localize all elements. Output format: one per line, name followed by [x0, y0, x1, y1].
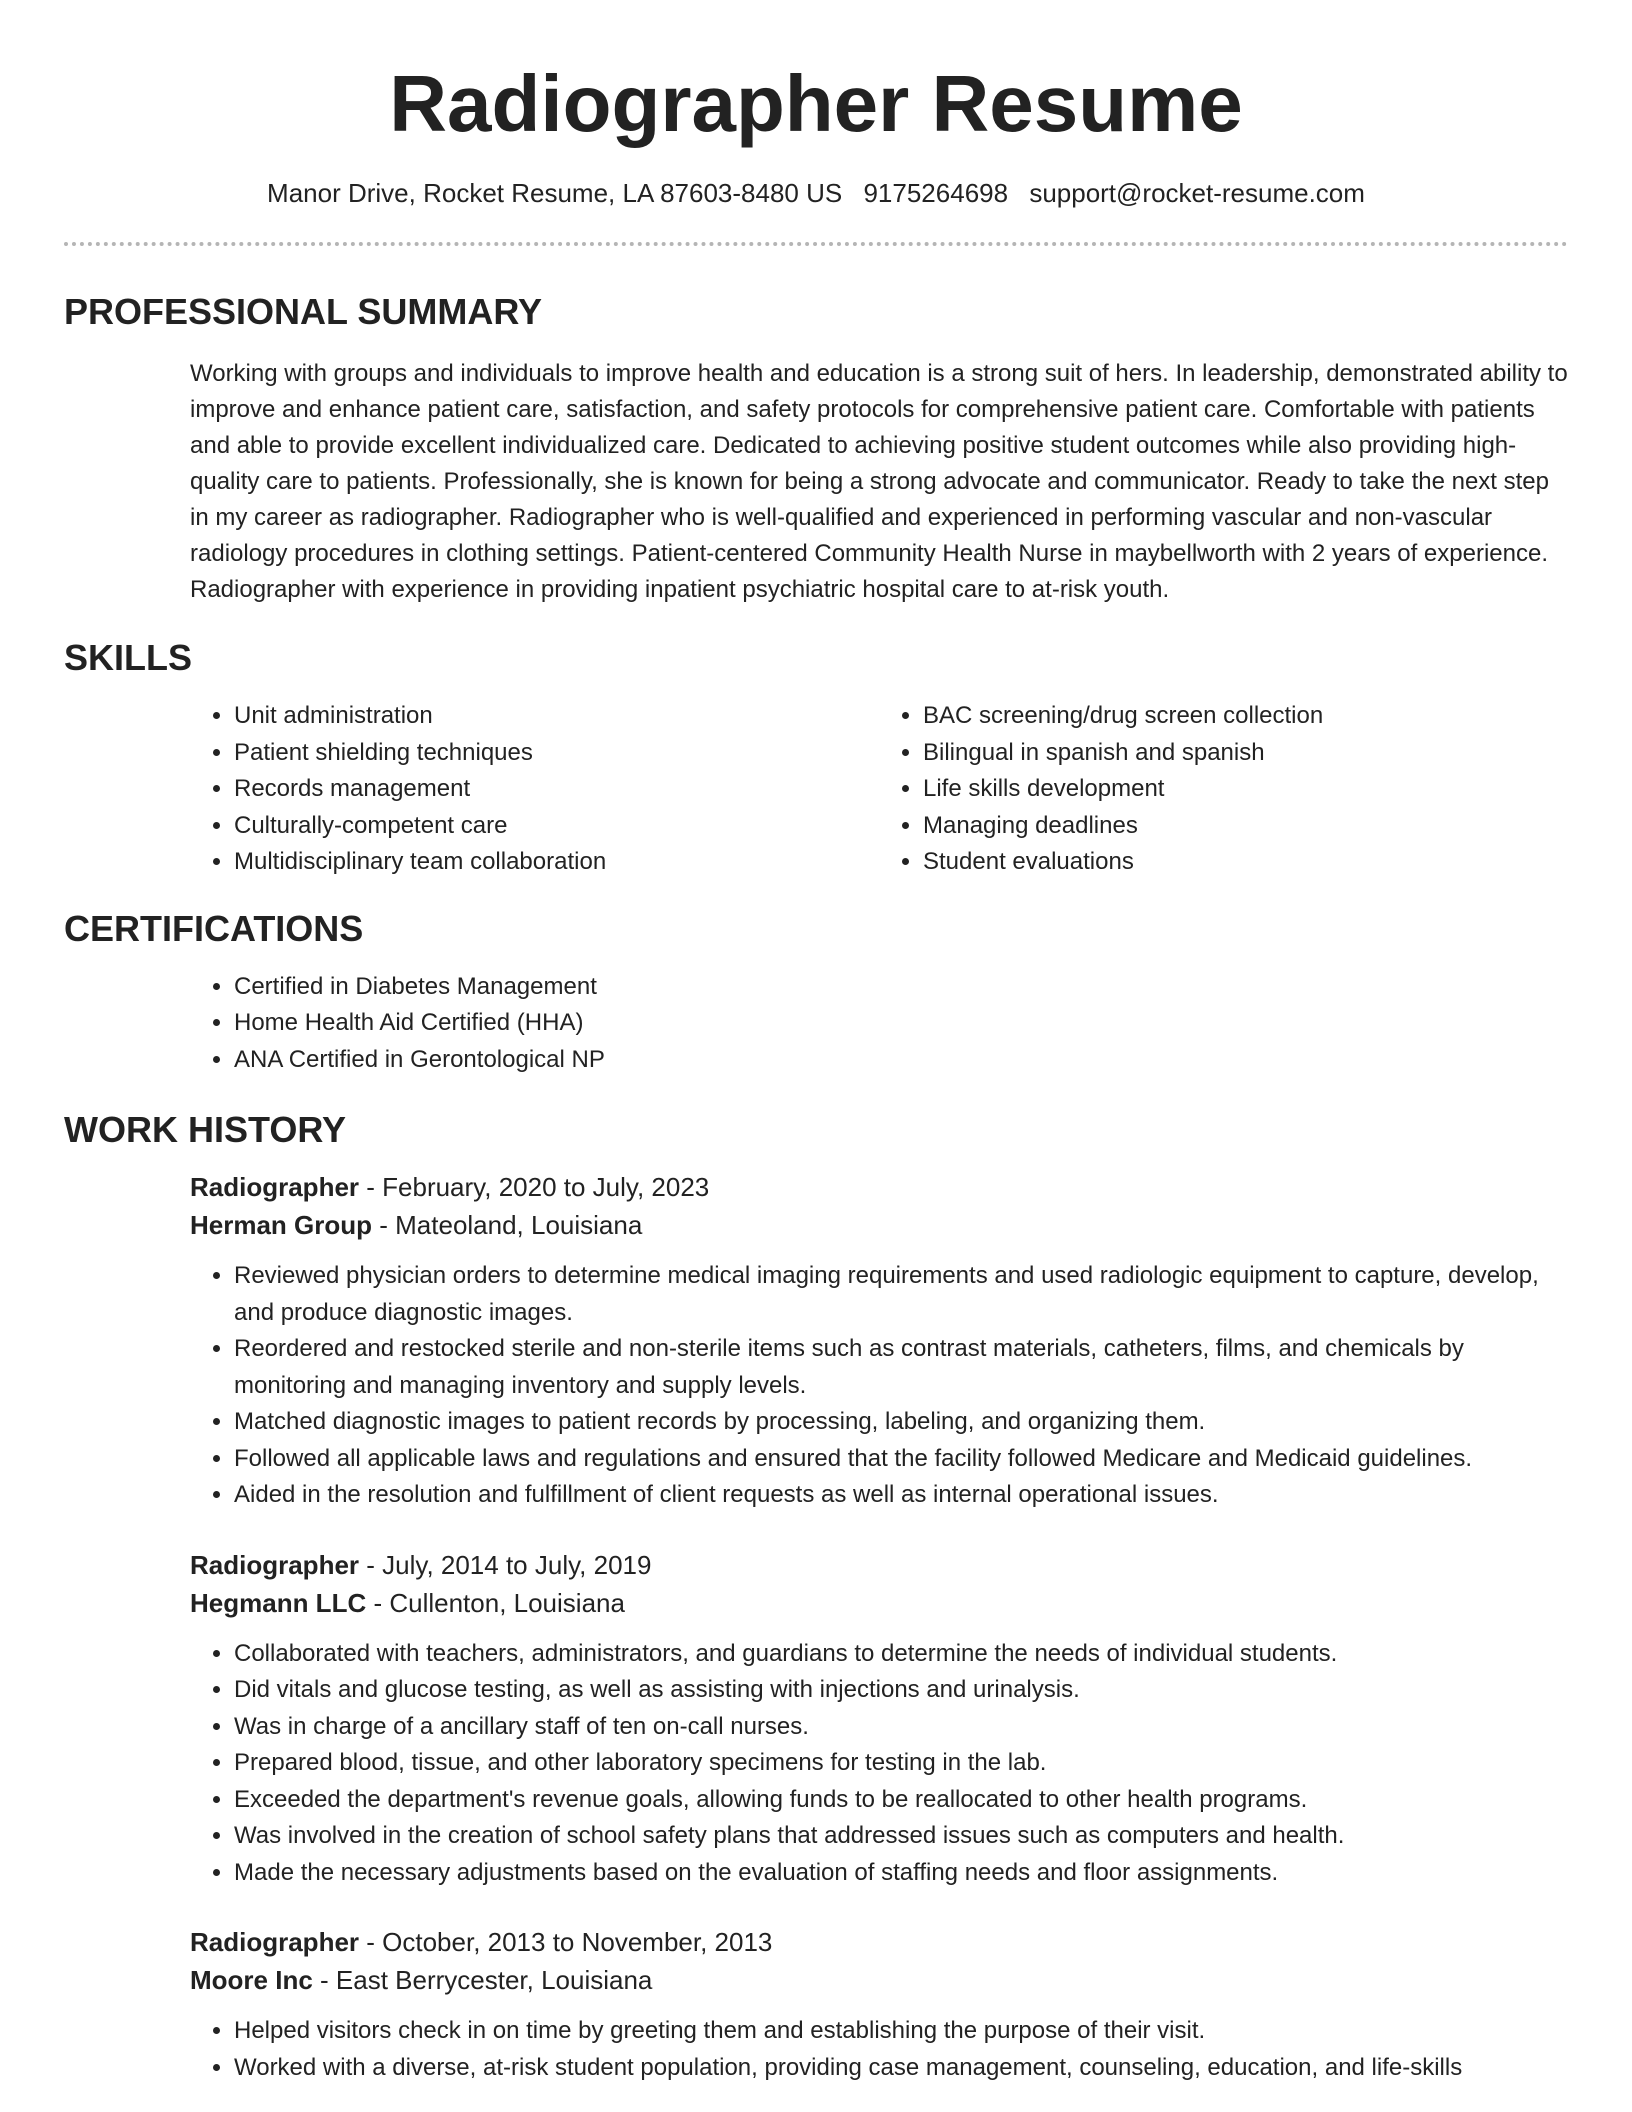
skill-item: • Managing deadlines	[923, 808, 1568, 845]
job-bullet: • Matched diagnostic images to patient records by processing, labeling, and organizing them.	[234, 1404, 1568, 1441]
skill-item: • Culturally-competent care	[234, 808, 879, 845]
job-dates: - February, 2020 to July, 2023	[359, 1172, 710, 1202]
certifications-section	[64, 907, 1568, 1079]
job-bullet: • Collaborated with teachers, administrators, and guardians to determine the needs of individual students.	[234, 1636, 1568, 1673]
job-bullet: • Helped visitors check in on time by greeting them and establishing the purpose of their visit.	[234, 2013, 1568, 2050]
job-bullet: • Did vitals and glucose testing, as well as assisting with injections and urinalysis.	[234, 1672, 1568, 1709]
job-bullets	[190, 2013, 1568, 2086]
contact-address: Manor Drive, Rocket Resume, LA 87603-8480 US	[267, 178, 843, 208]
job-title: Radiographer	[190, 1549, 360, 1580]
job-bullet: • Aided in the resolution and fulfillment of client requests as well as internal operational issues.	[234, 1477, 1568, 1514]
skills-columns	[190, 698, 1568, 881]
job-bullet: • Exceeded the department's revenue goals, allowing funds to be reallocated to other health programs.	[234, 1782, 1568, 1819]
job-bullet: • Followed all applicable laws and regulations and ensured that the facility followed Medicare and Medicaid guidelines.	[234, 1441, 1568, 1478]
certifications-list	[190, 969, 1568, 1079]
summary-text: Working with groups and individuals to improve health and education is a strong suit of hers. In leadership, demonstrated ability to improve and enhance patient care, satisfaction, and safety protocols for comprehensive patient care. Comfortable with patients and able to provide excellent individualized care. Dedicated to achieving positive student outcomes while also providing high-quality care to patients. Professionally, she is known for being a strong advocate and communicator. Ready to take the next step in my career as radiographer. Radiographer who is well-qualified and experienced in performing vascular and non-vascular radiology procedures in clothing settings. Patient-centered Community Health Nurse in maybellworth with 2 years of experience. Radiographer with experience in providing inpatient psychiatric hospital care to at-risk youth.	[190, 360, 1568, 603]
work-history-section	[64, 1108, 1568, 2086]
job-bullet: • Made the necessary adjustments based on the evaluation of staffing needs and floor assignments.	[234, 1855, 1568, 1892]
job-bullet: • Reviewed physician orders to determine medical imaging requirements and used radiologic equipment to capture, develop, and produce diagnostic images.	[234, 1258, 1568, 1331]
job-company-line	[190, 1206, 1568, 1244]
work-history-heading: WORK HISTORY	[64, 1109, 347, 1150]
skills-list-right	[879, 698, 1568, 881]
job-bullet: • Worked with a diverse, at-risk student population, providing case management, counseling, education, and life-skills	[234, 2050, 1568, 2087]
job-bullet: • Prepared blood, tissue, and other laboratory specimens for testing in the lab.	[234, 1745, 1568, 1782]
certification-item: • Certified in Diabetes Management	[234, 969, 1568, 1006]
job-bullet: • Was in charge of a ancillary staff of ten on-call nurses.	[234, 1709, 1568, 1746]
header-divider	[64, 242, 1568, 246]
skill-item: • Unit administration	[234, 698, 879, 735]
job-entry	[190, 1923, 1568, 2086]
job-bullet: • Was involved in the creation of school safety plans that addressed issues such as computers and health.	[234, 1818, 1568, 1855]
skill-item: • Student evaluations	[923, 844, 1568, 881]
certifications-list-wrap	[190, 969, 1568, 1079]
job-location: - Cullenton, Louisiana	[366, 1587, 625, 1618]
job-location: - East Berrycester, Louisiana	[312, 1965, 653, 1995]
job-company: Moore Inc	[190, 1965, 313, 1995]
job-company-line	[190, 1961, 1568, 1999]
job-location: - Mateoland, Louisiana	[372, 1210, 643, 1240]
skills-heading: SKILLS	[64, 637, 193, 678]
job-bullet: • Reordered and restocked sterile and non-sterile items such as contrast materials, catheters, films, and chemicals by monitoring and managing inventory and supply levels.	[234, 1331, 1568, 1404]
job-entry	[190, 1546, 1568, 1892]
skills-list-left	[190, 698, 879, 881]
job-company: Hegmann LLC	[190, 1587, 367, 1618]
job-title-line	[190, 1923, 1568, 1961]
summary-section	[64, 290, 1568, 608]
job-title: Radiographer	[190, 1927, 360, 1957]
job-title-line	[190, 1546, 1568, 1584]
contact-line	[64, 176, 1568, 210]
skill-item: • Life skills development	[923, 771, 1568, 808]
page-title: Radiographer Resume	[389, 59, 1243, 148]
skill-item: • Records management	[234, 771, 879, 808]
job-dates: - October, 2013 to November, 2013	[359, 1927, 773, 1957]
certification-item: • ANA Certified in Gerontological NP	[234, 1042, 1568, 1079]
job-company-line	[190, 1584, 1568, 1622]
job-title-line	[190, 1168, 1568, 1206]
certifications-heading: CERTIFICATIONS	[64, 907, 364, 949]
summary-heading: PROFESSIONAL SUMMARY	[64, 291, 543, 332]
contact-email: support@rocket-resume.com	[1029, 178, 1365, 208]
job-title: Radiographer	[190, 1172, 360, 1202]
contact-phone: 9175264698	[863, 178, 1009, 208]
job-bullets	[190, 1258, 1568, 1514]
job-bullets	[190, 1636, 1568, 1892]
skill-item: • Multidisciplinary team collaboration	[234, 844, 879, 881]
job-entry	[190, 1168, 1568, 1514]
job-company: Herman Group	[190, 1210, 373, 1240]
skill-item: • Patient shielding techniques	[234, 735, 879, 772]
job-dates: - July, 2014 to July, 2019	[359, 1549, 652, 1580]
skill-item: • Bilingual in spanish and spanish	[923, 735, 1568, 772]
skills-section	[64, 636, 1568, 881]
skill-item: • BAC screening/drug screen collection	[923, 698, 1568, 735]
certification-item: • Home Health Aid Certified (HHA)	[234, 1005, 1568, 1042]
